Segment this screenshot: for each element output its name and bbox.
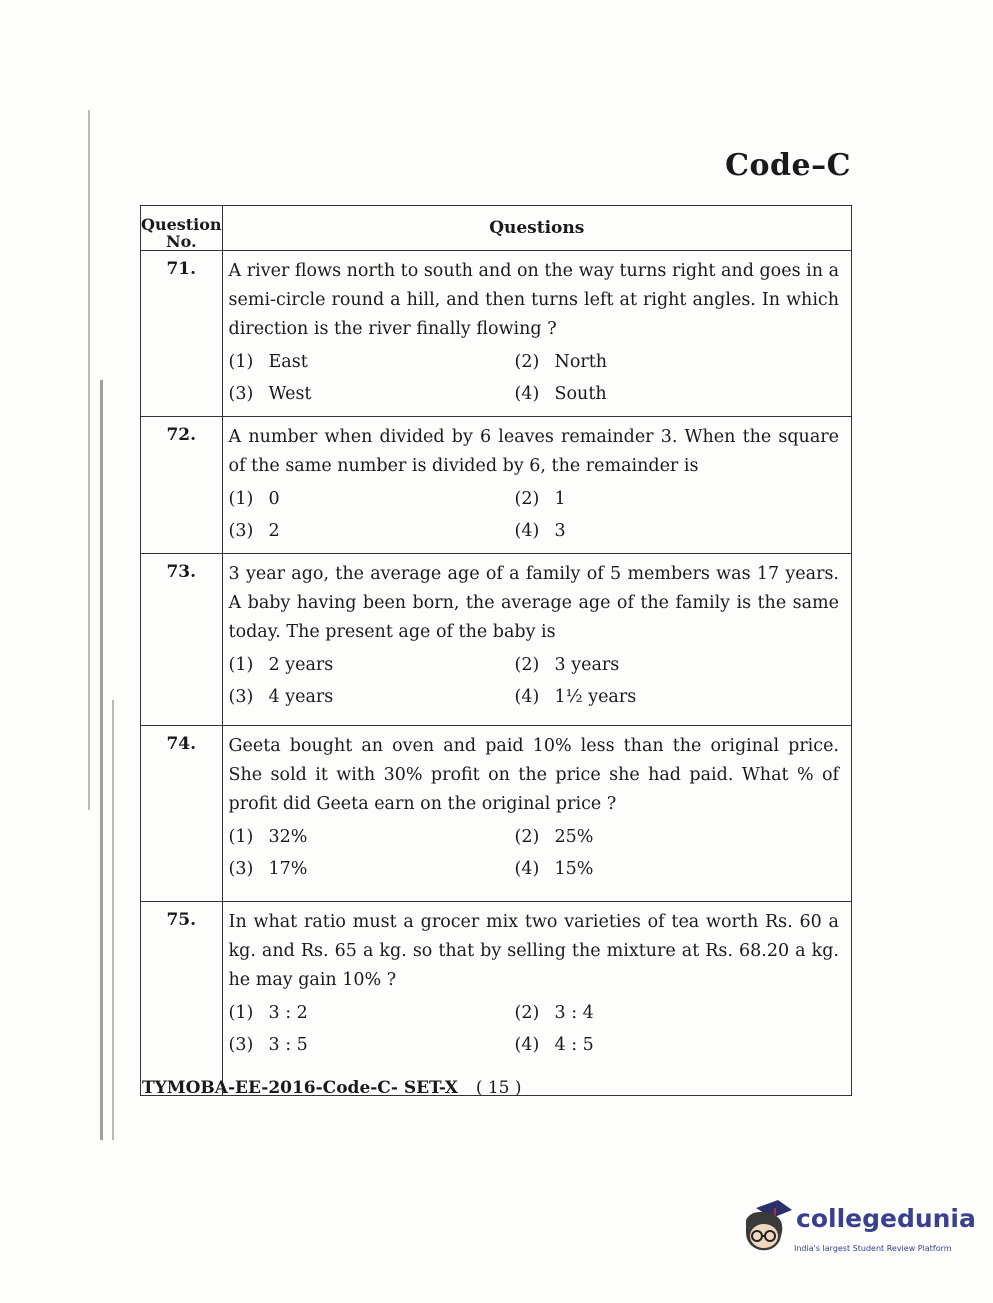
question-row-74 <box>141 726 852 902</box>
code-title: Code–C <box>725 148 851 183</box>
question-row-72 <box>141 417 852 554</box>
option <box>229 485 515 513</box>
option-number: (1) <box>228 352 254 372</box>
question-number: 71. <box>141 251 223 417</box>
option-value: 3 <box>554 521 566 541</box>
brand-name: collegedunia <box>796 1204 976 1233</box>
option <box>515 1031 839 1059</box>
scan-edge-line <box>112 700 114 1140</box>
option-number: (4) <box>514 521 540 541</box>
question-number: 74. <box>141 726 223 902</box>
option-value: 32% <box>268 827 308 847</box>
option-value: 15% <box>554 859 594 879</box>
option-value: 3 : 5 <box>268 1035 308 1055</box>
option-value: 1 <box>554 489 566 509</box>
option <box>229 1031 515 1059</box>
option-number: (3) <box>228 687 254 707</box>
option <box>515 517 839 545</box>
option-number: (4) <box>514 384 540 404</box>
mascot-icon <box>738 1200 794 1258</box>
question-text: A number when divided by 6 leaves remainder 3. When the square of the same number is divided by 6, the remainder is <box>228 427 839 476</box>
option-number: (3) <box>228 1035 254 1055</box>
question-table <box>140 205 852 1096</box>
option <box>515 485 839 513</box>
option-number: (2) <box>514 655 540 675</box>
option-number: (1) <box>228 655 254 675</box>
option <box>229 517 515 545</box>
option-number: (2) <box>514 489 540 509</box>
option <box>229 855 515 883</box>
collegedunia-logo <box>738 1200 976 1260</box>
options <box>229 485 839 545</box>
option <box>229 683 515 711</box>
options <box>229 823 839 883</box>
option-number: (3) <box>228 859 254 879</box>
option-number: (1) <box>228 827 254 847</box>
question-row-73 <box>141 554 852 726</box>
option-value: East <box>268 352 308 372</box>
question-row-75 <box>141 902 852 1096</box>
header-question-no: Question No. <box>141 206 223 251</box>
footer <box>142 1078 522 1098</box>
brand-tagline: India's largest Student Review Platform <box>794 1244 952 1253</box>
option-value: 2 years <box>268 655 334 675</box>
question-number: 72. <box>141 417 223 554</box>
option-value: North <box>554 352 608 372</box>
option-value: 17% <box>268 859 308 879</box>
option-number: (2) <box>514 1003 540 1023</box>
option-value: 3 : 4 <box>554 1003 594 1023</box>
option <box>515 348 839 376</box>
question-row-71 <box>141 251 852 417</box>
option-value: 1½ years <box>554 687 637 707</box>
option-value: 2 <box>268 521 280 541</box>
option-number: (1) <box>228 1003 254 1023</box>
option-value: 4 years <box>268 687 334 707</box>
option <box>515 999 839 1027</box>
table-header <box>141 206 852 251</box>
option-number: (2) <box>514 827 540 847</box>
question-text: In what ratio must a grocer mix two varieties of tea worth Rs. 60 a kg. and Rs. 65 a kg. so that by selling the mixture at Rs. 68.20 a kg. he may gain 10% ? <box>228 912 839 990</box>
question-number: 73. <box>141 554 223 726</box>
option-number: (4) <box>514 687 540 707</box>
question-text: 3 year ago, the average age of a family of 5 members was 17 years. A baby having been born, the average age of the family is the same today. The present age of the baby is <box>228 564 839 642</box>
question-number: 75. <box>141 902 223 1096</box>
option-value: 4 : 5 <box>554 1035 594 1055</box>
option-number: (2) <box>514 352 540 372</box>
option-value: West <box>268 384 312 404</box>
option-number: (4) <box>514 1035 540 1055</box>
option-number: (3) <box>228 384 254 404</box>
scan-edge-line <box>100 380 103 1140</box>
option <box>515 380 839 408</box>
option <box>515 651 839 679</box>
option <box>515 683 839 711</box>
header-questions: Questions <box>222 206 851 251</box>
option <box>515 823 839 851</box>
options <box>229 348 839 408</box>
option-value: 25% <box>554 827 594 847</box>
question-text: A river flows north to south and on the way turns right and goes in a semi-circle round a hill, and then turns left at right angles. In which direction is the river finally flowing ? <box>228 261 839 339</box>
option-number: (4) <box>514 859 540 879</box>
option-value: 0 <box>268 489 280 509</box>
page-number: ( 15 ) <box>475 1078 522 1098</box>
option <box>229 651 515 679</box>
option-value: 3 : 2 <box>268 1003 308 1023</box>
option <box>229 823 515 851</box>
option <box>229 348 515 376</box>
option-number: (3) <box>228 521 254 541</box>
footer-code: TYMOBA-EE-2016-Code-C- SET-X <box>142 1078 458 1098</box>
option <box>515 855 839 883</box>
question-text: Geeta bought an oven and paid 10% less than the original price. She sold it with 30% profit on the price she had paid. What % of profit did Geeta earn on the original price ? <box>228 736 839 814</box>
option-number: (1) <box>228 489 254 509</box>
option <box>229 380 515 408</box>
option <box>229 999 515 1027</box>
options <box>229 651 839 711</box>
options <box>229 999 839 1059</box>
scan-edge-line <box>88 110 90 810</box>
option-value: South <box>554 384 607 404</box>
option-value: 3 years <box>554 655 620 675</box>
